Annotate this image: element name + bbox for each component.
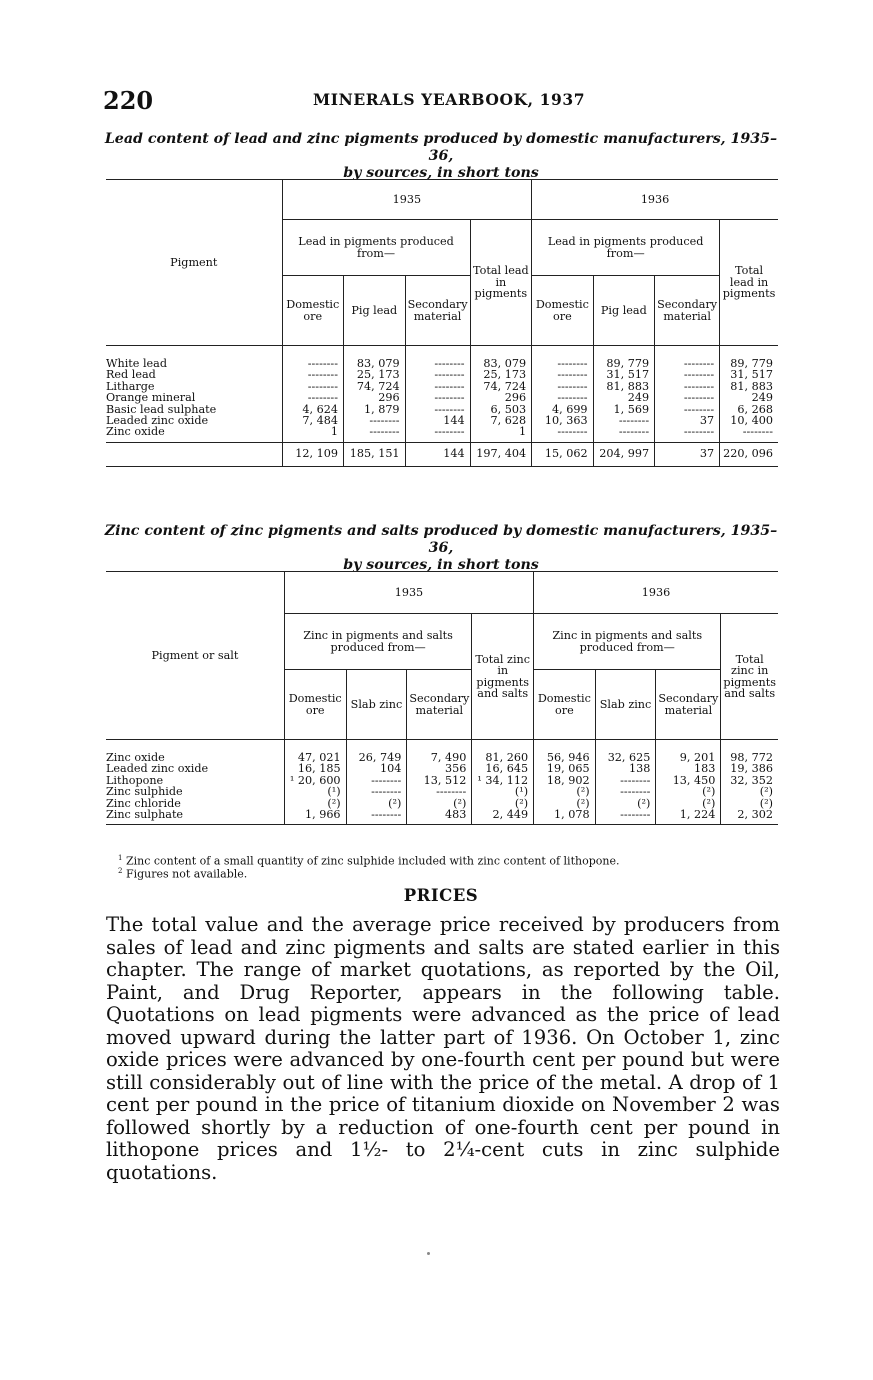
table-cell: (²): [656, 798, 721, 809]
row-label: Litharge: [106, 379, 155, 393]
table-cell: 2, 449: [472, 809, 534, 825]
table-cell: 26, 749: [346, 740, 407, 764]
group-header-1935: Zinc in pigments and salts produced from—: [284, 614, 472, 670]
table-cell: --------: [655, 404, 720, 415]
table-cell: 1, 224: [656, 809, 721, 825]
page-speck: [427, 1252, 430, 1255]
table-cell: 25, 173: [344, 369, 406, 380]
row-label: Zinc chloride: [106, 796, 181, 810]
table-cell: --------: [405, 392, 470, 403]
table-cell: --------: [532, 346, 593, 370]
row-label: Zinc oxide: [106, 751, 165, 764]
table-cell: 25, 173: [470, 369, 532, 380]
table2-caption-line1: Zinc content of zinc pigments and salts produced by domestic manufacturers, 1935–36,: [104, 523, 778, 556]
table-cell: --------: [720, 426, 778, 442]
total-cell: 220, 096: [720, 442, 778, 466]
table-row: [106, 346, 778, 370]
table-cell: 1, 078: [534, 809, 596, 825]
table-cell: 249: [720, 392, 778, 403]
table-cell: 32, 625: [595, 740, 656, 764]
table-cell: --------: [344, 415, 406, 426]
table-cell: 1: [282, 426, 343, 442]
table-cell: (²): [721, 798, 778, 809]
table-cell: ¹ 20, 600: [284, 775, 346, 786]
table-cell: (²): [346, 798, 407, 809]
stub-header: Pigment or salt: [106, 572, 284, 740]
table-cell: --------: [282, 346, 343, 370]
table-cell: 7, 490: [407, 740, 472, 764]
row-label: Red lead: [106, 368, 156, 382]
table-cell: (²): [472, 798, 534, 809]
table-cell: 31, 517: [593, 369, 655, 380]
table-cell: 89, 779: [720, 346, 778, 370]
table-cell: --------: [655, 381, 720, 392]
table-cell: 6, 503: [470, 404, 532, 415]
table-cell: 7, 628: [470, 415, 532, 426]
total-header-1935: Total zinc in pigments and salts: [472, 614, 534, 740]
total-cell: 197, 404: [470, 442, 532, 466]
table-cell: 356: [407, 763, 472, 774]
table-cell: 7, 484: [282, 415, 343, 426]
table-cell: 81, 883: [720, 381, 778, 392]
table-cell: (²): [407, 798, 472, 809]
row-label: Zinc sulphide: [106, 785, 183, 799]
table-cell: --------: [595, 775, 656, 786]
table-cell: --------: [655, 426, 720, 442]
row-label: Zinc oxide: [106, 425, 165, 439]
total-header-1935: Total lead in pigments: [470, 220, 532, 346]
table-cell: (²): [284, 798, 346, 809]
table-cell: 16, 185: [284, 763, 346, 774]
table-cell: ¹ 34, 112: [472, 775, 534, 786]
total-cell: 204, 997: [593, 442, 655, 466]
table-cell: 81, 883: [593, 381, 655, 392]
table-cell: --------: [655, 346, 720, 370]
col-secondary-material: Secondary material: [405, 276, 470, 346]
table-cell: --------: [282, 369, 343, 380]
footnote-2: [118, 865, 247, 881]
table-cell: --------: [346, 775, 407, 786]
total-cell: 12, 109: [282, 442, 343, 466]
page-header: [103, 86, 779, 116]
table-cell: --------: [405, 426, 470, 442]
table1-caption-line1: Lead content of lead and zinc pigments produced by domestic manufacturers, 1935–36,: [104, 131, 778, 164]
table-cell: 56, 946: [534, 740, 596, 764]
table-cell: 10, 400: [720, 415, 778, 426]
table-cell: --------: [593, 426, 655, 442]
table-cell: --------: [532, 369, 593, 380]
table-cell: --------: [405, 404, 470, 415]
table-cell: --------: [346, 786, 407, 797]
col-pig-lead: Pig lead: [344, 276, 406, 346]
table-cell: (²): [721, 786, 778, 797]
group-header-1935: Lead in pigments produced from—: [282, 220, 470, 276]
table-cell: 2, 302: [721, 809, 778, 825]
zinc-content-table: [106, 571, 778, 825]
table-cell: --------: [407, 786, 472, 797]
table-row: [106, 786, 778, 797]
total-header-1936: Total zinc in pigments and salts: [721, 614, 778, 740]
row-label: Orange mineral: [106, 391, 196, 405]
table-cell: 104: [346, 763, 407, 774]
row-label: Leaded zinc oxide: [106, 414, 209, 428]
table-cell: 13, 450: [656, 775, 721, 786]
row-label: Leaded zinc oxide: [106, 762, 209, 776]
col-secondary-material: Secondary material: [656, 670, 721, 740]
table-cell: (²): [534, 786, 596, 797]
footnote-marker: 2: [118, 867, 123, 875]
col-domestic-ore: Domestic ore: [284, 670, 346, 740]
section-heading: PRICES: [403, 886, 479, 905]
year-1936-header: 1936: [532, 180, 778, 220]
table-cell: --------: [344, 426, 406, 442]
table-cell: 47, 021: [284, 740, 346, 764]
table-cell: --------: [655, 392, 720, 403]
table-cell: (¹): [284, 786, 346, 797]
table-cell: 13, 512: [407, 775, 472, 786]
table-cell: 4, 624: [282, 404, 343, 415]
table-cell: --------: [532, 392, 593, 403]
stub-header: Pigment: [106, 180, 282, 346]
year-1935-header: 1935: [284, 572, 533, 614]
table-cell: 74, 724: [470, 381, 532, 392]
col-domestic-ore: Domestic ore: [534, 670, 596, 740]
group-header-1936: Zinc in pigments and salts produced from—: [534, 614, 721, 670]
col-secondary-material: Secondary material: [655, 276, 720, 346]
table1-caption-line2: by sources, in short tons: [343, 165, 539, 181]
table-cell: 249: [593, 392, 655, 403]
year-1936-header: 1936: [534, 572, 778, 614]
table-cell: --------: [595, 786, 656, 797]
running-head: MINERALS YEARBOOK, 1937: [313, 90, 586, 109]
table-cell: (¹): [472, 786, 534, 797]
row-label: Basic lead sulphate: [106, 402, 217, 416]
table-cell: 89, 779: [593, 346, 655, 370]
col-slab-zinc: Slab zinc: [346, 670, 407, 740]
col-domestic-ore: Domestic ore: [282, 276, 343, 346]
table-row: [106, 740, 778, 764]
total-cell: 185, 151: [344, 442, 406, 466]
table-cell: 1: [470, 426, 532, 442]
table-cell: 296: [470, 392, 532, 403]
table-cell: 19, 065: [534, 763, 596, 774]
group-header-1936: Lead in pigments produced from—: [532, 220, 720, 276]
col-domestic-ore: Domestic ore: [532, 276, 593, 346]
total-cell: 15, 062: [532, 442, 593, 466]
footnote-marker: 1: [118, 854, 123, 862]
table-cell: (²): [534, 798, 596, 809]
table-cell: 31, 517: [720, 369, 778, 380]
table-row: [106, 392, 778, 403]
table-cell: (²): [595, 798, 656, 809]
table-cell: --------: [346, 809, 407, 825]
table2-caption-line2: by sources, in short tons: [343, 557, 539, 573]
table-cell: 83, 079: [470, 346, 532, 370]
col-pig-lead: Pig lead: [593, 276, 655, 346]
table-row: [106, 426, 778, 442]
table-cell: --------: [532, 381, 593, 392]
table-cell: 483: [407, 809, 472, 825]
table-cell: --------: [405, 369, 470, 380]
col-secondary-material: Secondary material: [407, 670, 472, 740]
table-cell: 183: [656, 763, 721, 774]
row-label: Lithopone: [106, 773, 164, 787]
total-header-1936: Total lead in pigments: [720, 220, 778, 346]
table-cell: --------: [282, 381, 343, 392]
total-cell: 37: [655, 442, 720, 466]
lead-content-table: [106, 179, 778, 467]
footnote-2-text: Figures not available.: [125, 867, 248, 881]
total-cell: 144: [405, 442, 470, 466]
year-1935-header: 1935: [282, 180, 532, 220]
table-cell: 9, 201: [656, 740, 721, 764]
table-cell: 98, 772: [721, 740, 778, 764]
table-cell: 19, 386: [721, 763, 778, 774]
table-cell: 296: [344, 392, 406, 403]
totals-row: [106, 442, 778, 466]
table-row: [106, 798, 778, 809]
table-cell: 74, 724: [344, 381, 406, 392]
table-cell: --------: [405, 381, 470, 392]
body-paragraph: The total value and the average price received by producers from sales of lead and zinc pigments and salts are stated earlier in this chapter. The range of market quotations, as reported by the Oil, Paint, and Drug Reporter, appears in the following table. Quotations on lead pigments were advanced as the price of lead moved upward during the latter part of 1936. On October 1, zinc oxide prices were advanced by one-fourth cent per pound but were still considerably out of line with the price of the metal. A drop of 1 cent per pound in the price of titanium dioxide on November 2 was followed shortly by a reduction of one-fourth cent per pound in lithopone prices and 1½- to 2¼-cent cuts in zinc sulphide quotations.: [106, 913, 780, 1184]
table-cell: 4, 699: [532, 404, 593, 415]
col-slab-zinc: Slab zinc: [595, 670, 656, 740]
table-cell: --------: [655, 369, 720, 380]
table-cell: 16, 645: [472, 763, 534, 774]
table1-caption: [103, 131, 779, 182]
table-cell: 37: [655, 415, 720, 426]
table-cell: --------: [282, 392, 343, 403]
table-cell: 6, 268: [720, 404, 778, 415]
table-cell: 18, 902: [534, 775, 596, 786]
row-label: Zinc sulphate: [106, 809, 284, 825]
page-number: 220: [103, 86, 154, 115]
table-cell: --------: [593, 415, 655, 426]
table-cell: --------: [532, 426, 593, 442]
table-cell: 81, 260: [472, 740, 534, 764]
table-cell: --------: [405, 346, 470, 370]
table-cell: 1, 879: [344, 404, 406, 415]
table-cell: 138: [595, 763, 656, 774]
table-cell: --------: [595, 809, 656, 825]
table-cell: 144: [405, 415, 470, 426]
table-cell: 1, 569: [593, 404, 655, 415]
footnote-1-text: Zinc content of a small quantity of zinc sulphide included with zinc content of lithopone.: [125, 854, 620, 868]
table-cell: 32, 352: [721, 775, 778, 786]
table-cell: 1, 966: [284, 809, 346, 825]
table-cell: (²): [656, 786, 721, 797]
table2-caption: [103, 523, 779, 574]
totals-stub: [106, 442, 282, 466]
row-label: White lead: [106, 357, 167, 370]
table-cell: 83, 079: [344, 346, 406, 370]
table-row: [106, 809, 778, 825]
table-cell: 10, 363: [532, 415, 593, 426]
